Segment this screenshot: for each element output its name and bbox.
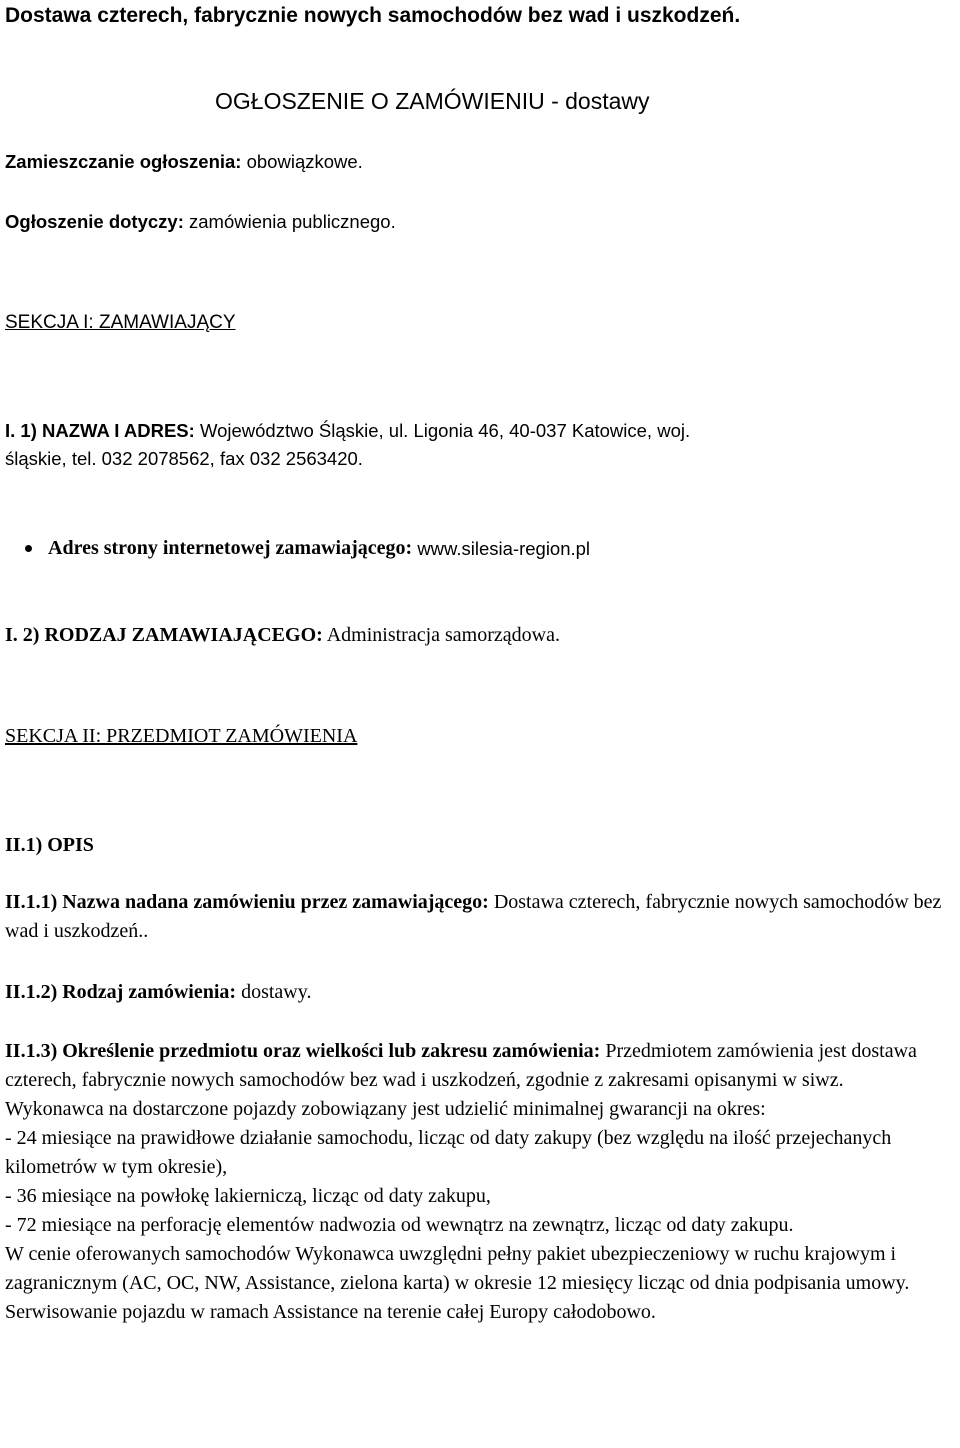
website-value[interactable]: www.silesia-region.pl	[417, 538, 591, 559]
section2-name	[5, 888, 955, 946]
scope-label: II.1.3) Określenie przedmiotu oraz wielkości lub zakresu zamówienia:	[5, 1040, 601, 1062]
concerns-line	[5, 207, 396, 236]
warranty-item-2: - 36 miesiące na powłokę lakierniczą, licząc od daty zakupu,	[5, 1185, 491, 1207]
section2-kind-line	[5, 978, 311, 1007]
placement-line	[5, 147, 363, 176]
document-page	[5, 0, 955, 1323]
name-address-label: I. 1) NAZWA I ADRES:	[5, 420, 195, 441]
section1-type-line	[5, 621, 560, 650]
section2-scope	[5, 1037, 955, 1327]
order-name-value: Dostawa czterech, fabrycznie nowych samochodów bez wad i uszkodzeń..	[5, 891, 942, 942]
order-name-label: II.1.1) Nazwa nadana zamówieniu przez zamawiającego:	[5, 891, 489, 913]
section1-name-address	[5, 417, 955, 473]
type-value: Administracja samorządowa.	[326, 624, 560, 646]
warranty-intro: Wykonawca na dostarczone pojazdy zobowiązany jest udzielić minimalnej gwarancji na okres:	[5, 1098, 766, 1120]
bullet-icon	[25, 545, 32, 552]
concerns-label: Ogłoszenie dotyczy:	[5, 211, 184, 232]
warranty-item-3: - 72 miesiące na perforację elementów nadwozia od wewnątrz na zewnątrz, licząc od daty zakupu.	[5, 1214, 794, 1236]
placement-label: Zamieszczanie ogłoszenia:	[5, 151, 242, 172]
section2-opis: II.1) OPIS	[5, 834, 94, 856]
name-address-value-line2: śląskie, tel. 032 2078562, fax 032 2563420.	[5, 448, 363, 469]
section2-heading[interactable]: SEKCJA II: PRZEDMIOT ZAMÓWIENIA	[5, 725, 358, 747]
order-kind-value: dostawy.	[241, 981, 312, 1003]
scope-value: Przedmiotem zamówienia jest dostawa czterech, fabrycznie nowych samochodów bez wad i uszkodzeń, zgodnie z zakresami opisanymi w siwz.	[5, 1040, 917, 1091]
name-address-value-line1: Województwo Śląskie, ul. Ligonia 46, 40-037 Katowice, woj.	[199, 420, 691, 441]
warranty-item-1: - 24 miesiące na prawidłowe działanie samochodu, licząc od daty zakupy (bez względu na ilość przejechanych kilometrów w tym okresie),	[5, 1127, 892, 1178]
website-label: Adres strony internetowej zamawiającego:	[48, 537, 413, 559]
type-label: I. 2) RODZAJ ZAMAWIAJĄCEGO:	[5, 624, 323, 646]
document-title: Dostawa czterech, fabrycznie nowych samochodów bez wad i uszkodzeń.	[5, 4, 741, 27]
insurance-paragraph: W cenie oferowanych samochodów Wykonawca uwzględni pełny pakiet ubezpieczeniowy w ruchu krajowym i zagranicznym (AC, OC, NW, Assistance, zielona karta) w okresie 12 miesięcy licząc od dnia podpisania umowy. Serwisowanie pojazdu w ramach Assistance na terenie całej Europy całodobowo.	[5, 1243, 910, 1323]
notice-title: OGŁOSZENIE O ZAMÓWIENIU - dostawy	[215, 88, 650, 114]
concerns-value: zamówienia publicznego.	[189, 211, 396, 232]
website-list-item	[25, 534, 590, 563]
section1-heading-line	[5, 308, 236, 337]
section1-heading[interactable]: SEKCJA I: ZAMAWIAJĄCY	[5, 312, 236, 333]
order-kind-label: II.1.2) Rodzaj zamówienia:	[5, 981, 237, 1003]
section2-heading-line	[5, 722, 357, 751]
placement-value: obowiązkowe.	[246, 151, 363, 172]
